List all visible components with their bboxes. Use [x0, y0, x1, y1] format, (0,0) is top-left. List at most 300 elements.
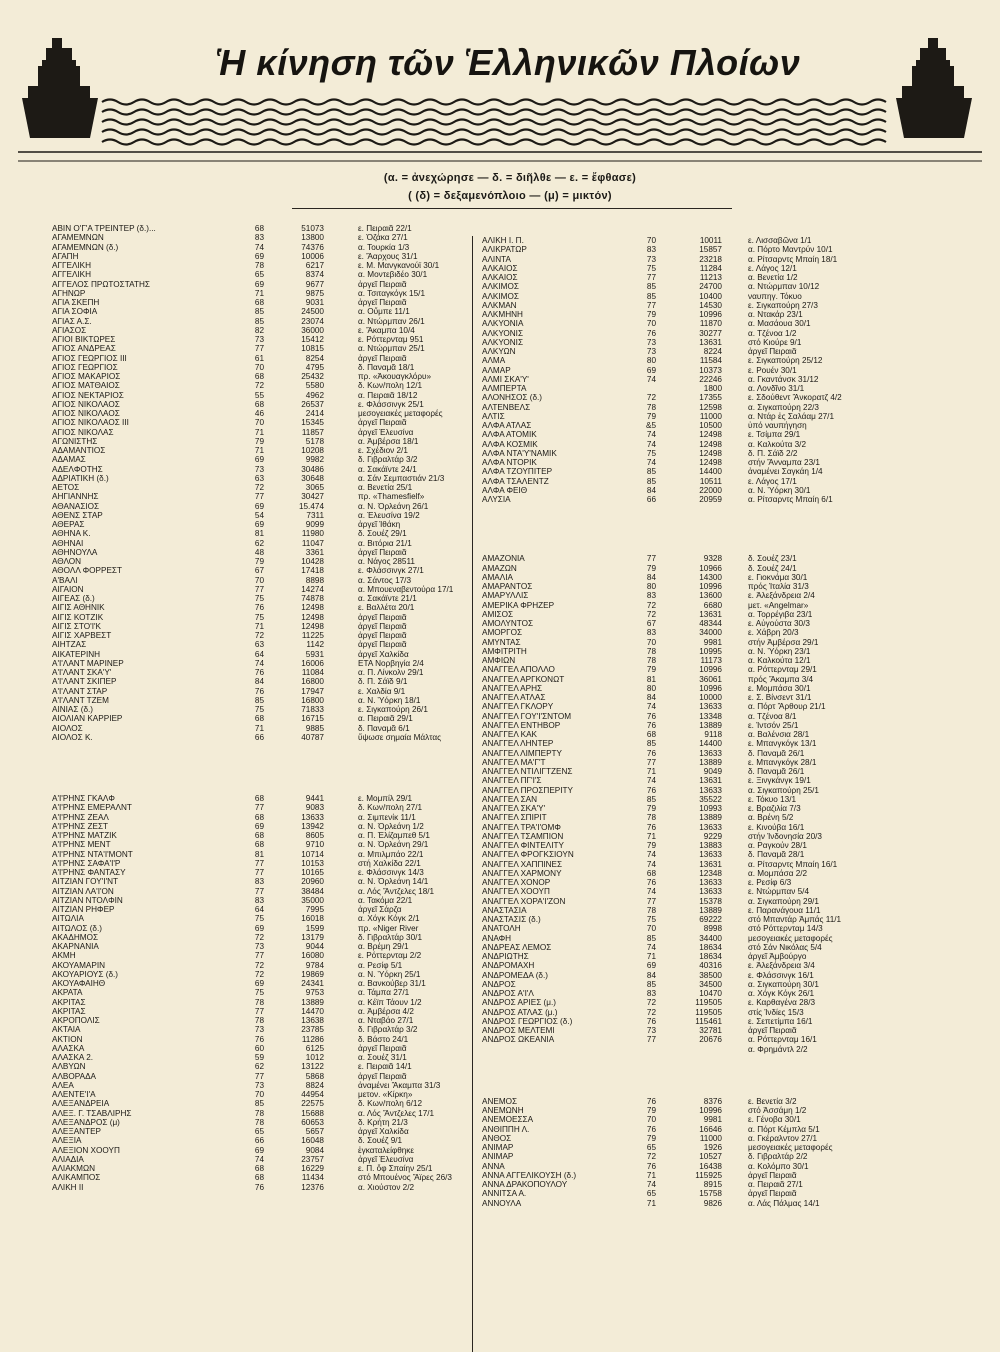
tonnage: 11434	[301, 1173, 324, 1183]
vessel-name: ΑΝΑΓΓΕΛ ΦΡΟΓΚΣΙΟΥΝ	[482, 850, 574, 860]
status: ε. Ρόττερνταμ 2/2	[358, 951, 422, 961]
vessel-row	[482, 601, 952, 610]
vessel-name: ΑΛΒΥΩΝ	[52, 1062, 86, 1072]
vessel-name: ΑΔΑΜΑΝΤΙΟΣ	[52, 446, 106, 455]
vessel-row	[482, 319, 952, 328]
tonnage: 44954	[301, 1090, 324, 1099]
build-year: 76	[646, 878, 656, 887]
build-year: 83	[646, 245, 656, 255]
vessel-name: ΑΙΓΑΙΟΝ	[52, 584, 84, 594]
legend-rule	[292, 208, 732, 209]
vessel-name: ΑΝΔΡΟΣ ΜΕΛΤΕΜΙ	[482, 1026, 555, 1035]
vessel-name: ΑΛΦΑ ΤΣΑΛΕΝΤΖ	[482, 476, 549, 486]
vessel-name: ΑΔΡΙΑΤΙΚΗ (δ.)	[52, 473, 109, 483]
tonnage: 115461	[695, 1016, 722, 1026]
build-year: 85	[254, 316, 264, 326]
vessel-row	[52, 307, 462, 316]
vessel-row	[482, 1171, 952, 1180]
status: ε. Παρανάγουα 11/1	[748, 905, 821, 915]
vessel-name: ΑΛΦΑ ΑΤΟΜΙΚ	[482, 430, 537, 440]
vessel-name: ΑΝΝΑ ΑΓΓΕΛΙΚΟΥΣΗ (δ.)	[482, 1170, 577, 1180]
vessel-row	[52, 905, 462, 914]
build-year: 85	[646, 933, 656, 943]
build-year: 68	[254, 794, 264, 803]
status: ε. Μομπίλ 29/1	[358, 794, 413, 803]
build-year: 78	[254, 997, 264, 1007]
vessel-row	[52, 270, 462, 279]
build-year: 76	[254, 668, 264, 677]
tonnage: 69222	[699, 915, 722, 924]
build-year: 79	[254, 436, 264, 446]
tonnage: 7995	[305, 905, 324, 914]
build-year: 81	[254, 529, 264, 539]
tonnage: 10815	[301, 344, 324, 354]
tonnage: 23785	[301, 1025, 324, 1035]
vessel-name: ΑΚΡΟΠΟΛΙΣ	[52, 1016, 100, 1025]
vessel-name: ΑΝΔΡΟΣ ΩΚΕΑΝΙΑ	[482, 1035, 555, 1045]
build-year: 76	[254, 1034, 264, 1044]
vessel-name: ΑΝΑΓΓΕΛ ΧΟΝΟΡ	[482, 878, 551, 887]
vessel-row	[482, 421, 952, 430]
status: α. Πειραιᾶ 29/1	[358, 714, 413, 724]
build-year: 69	[254, 520, 264, 529]
tonnage: 15688	[301, 1108, 324, 1118]
vessel-row	[52, 1109, 462, 1118]
vessel-row	[482, 860, 952, 869]
build-year: 65	[254, 1127, 264, 1136]
tonnage: 13942	[301, 821, 324, 831]
status: ὕψωσε σημαία Μάλτας	[358, 732, 442, 742]
vessel-name: ΑΛΕΞΑΝΔΡΟΣ (μ)	[52, 1117, 120, 1127]
vessel-name: ΑΙΟΛΟΣ	[52, 723, 83, 733]
tonnage: 19869	[301, 969, 324, 979]
status: ε. Σιγκαπούρη 26/1	[358, 705, 428, 714]
tonnage: 13348	[699, 711, 722, 721]
build-year: 74	[646, 439, 656, 449]
status: α. Σιγκαπούρη 22/3	[748, 402, 819, 412]
vessel-name: ΑΝΑΓΓΕΛ ΣΑΝ	[482, 794, 538, 804]
status: ἀργεῖ Πειραιᾶ	[358, 621, 407, 631]
vessel-row	[52, 1072, 462, 1081]
vessel-name: ΑΛΦΑ ΑΤΛΑΣ	[482, 421, 532, 430]
status: α. Βανκούβερ 31/1	[358, 979, 426, 988]
vessel-name: ΑΝΝΑ	[482, 1161, 505, 1171]
vessel-name: ΑΛΚΜΑΝ	[482, 300, 517, 310]
status: α. Λάς Πάλμας 14/1	[748, 1198, 820, 1208]
build-year: 72	[254, 969, 264, 979]
build-year: 74	[646, 942, 656, 952]
build-year: 74	[646, 430, 656, 440]
build-year: 81	[646, 674, 656, 684]
build-year: 77	[254, 344, 264, 354]
vessel-row	[52, 914, 462, 923]
status: α. Σάν Σεμπαστιάν 21/3	[358, 473, 445, 483]
vessel-row	[482, 1162, 952, 1171]
vessel-name: ΑΛΚΑΙΟΣ	[482, 273, 518, 282]
status: ἀργεῖ Πειραιᾶ	[358, 298, 407, 307]
tonnage: 9099	[305, 520, 324, 529]
status: α. Πόρτο Μαντρύν 10/1	[748, 245, 833, 255]
status: μεσογειακές μεταφορές	[358, 409, 443, 418]
vessel-name: ΑΝΑΓΓΕΛ ΑΤΛΑΣ	[482, 693, 546, 702]
tonnage: 11000	[699, 1133, 722, 1143]
vessel-row	[482, 1008, 952, 1017]
build-year: 69	[254, 501, 264, 511]
vessel-row	[482, 869, 952, 878]
vessel-row	[482, 656, 952, 665]
tonnage: 13633	[301, 812, 324, 822]
vessel-row	[52, 492, 462, 501]
status: α. Ἀμβέρσα 18/1	[358, 436, 419, 446]
vessel-name: ΑΝΑΓΓΕΛ ΝΤΙΛΙΓΤΖΕΝΣ	[482, 767, 573, 776]
vessel-row	[52, 548, 462, 557]
tonnage: 13633	[699, 887, 722, 897]
build-year: 72	[254, 932, 264, 942]
status: α. Βενετία 1/2	[748, 273, 798, 282]
status: α. Σάντος 17/3	[358, 575, 411, 585]
build-year: 77	[646, 757, 656, 767]
vessel-row	[482, 804, 952, 813]
tonnage: 11284	[699, 263, 722, 273]
build-year: 69	[646, 961, 656, 971]
vessel-name: ΑΓΗΝΩΡ	[52, 288, 86, 298]
status: ε. Ἀλεξάνδρεια 2/4	[748, 591, 815, 601]
tonnage: 13631	[699, 609, 722, 619]
status: ε. Ξινγκάνγκ 19/1	[748, 776, 811, 786]
status: ε. Λισσαβῶνα 1/1	[748, 236, 812, 245]
vessel-row	[52, 1127, 462, 1136]
tonnage: 9049	[703, 767, 722, 776]
build-year: 85	[646, 794, 656, 804]
build-year: 69	[254, 979, 264, 988]
vessel-row	[52, 659, 462, 668]
vessel-name: ΑΓΙΟΣ ΜΑΤΘΑΙΟΣ	[52, 381, 120, 391]
status: α. Βιτόρια 21/1	[358, 538, 412, 548]
vessel-row	[482, 1180, 952, 1189]
vessel-row	[52, 705, 462, 714]
tonnage: 15758	[699, 1189, 722, 1199]
status: α. Πειραιᾶ 18/12	[358, 390, 418, 400]
status: α. Τουρκία 1/3	[358, 242, 410, 252]
status: ε. Φλάσσινγκ 25/1	[358, 399, 424, 409]
status: α. Ρεσίφ 5/1	[358, 960, 403, 970]
status: δ. Κων/πολη 12/1	[358, 381, 423, 391]
vessel-row	[482, 591, 952, 600]
vessel-row	[52, 1062, 462, 1071]
vessel-row	[482, 255, 952, 264]
vessel-row	[52, 650, 462, 659]
build-year: 79	[646, 310, 656, 319]
status: δ. Π. Σάϊδ 2/2	[748, 448, 798, 458]
vessel-row	[482, 1199, 952, 1208]
tonnage: 11000	[699, 411, 722, 421]
vessel-row	[52, 1090, 462, 1099]
build-year: 68	[254, 224, 264, 233]
tonnage: 9981	[703, 1115, 722, 1125]
status: ε. Βραζιλία 7/3	[748, 804, 801, 813]
vessel-name: ΑΝΑΓΓΕΛ ΛΙΜΠΕΡΤΥ	[482, 748, 563, 758]
vessel-name: ΑΓΙΟΣ ΓΕΩΡΓΙΟΣ	[52, 362, 118, 372]
vessel-row	[52, 933, 462, 942]
vessel-row	[52, 1035, 462, 1044]
tonnage: 10373	[699, 365, 722, 375]
vessel-row	[52, 896, 462, 905]
build-year: 76	[254, 603, 264, 613]
build-year: 68	[254, 1164, 264, 1173]
vessel-name: ΑΝΑΓΓΕΛ ΕΝΤΗΒΟΡ	[482, 720, 561, 730]
vessel-row	[52, 566, 462, 575]
build-year: 83	[254, 877, 264, 887]
vessel-row	[482, 467, 952, 476]
tonnage: 16080	[301, 951, 324, 961]
tonnage: 23074	[301, 316, 324, 326]
vessel-row	[482, 375, 952, 384]
vessel-name: Α'ΒΑΛΙ	[52, 575, 78, 585]
status: ε. Χάβρη 20/3	[748, 628, 799, 638]
vessel-name: ΑΙΓΙΣ ΧΑΡΒΕΣΤ	[52, 631, 112, 640]
build-year: 66	[646, 495, 656, 504]
vessel-name: ΑΛΕΞΙΑ	[52, 1136, 82, 1146]
tonnage: 119505	[695, 998, 722, 1008]
vessel-row	[52, 298, 462, 307]
vessel-name: ΑΛΤΕΝΒΕΛΣ	[482, 402, 531, 412]
vessel-name: ΑΝΑΓΓΕΛ ΦΙΝΤΕΛΙΤΥ	[482, 841, 564, 850]
tonnage: 9677	[305, 279, 324, 289]
vessel-row	[482, 712, 952, 721]
vessel-name: ΑΜΑΛΙΑ	[482, 572, 513, 582]
vessel-name: ΑΜΙΣΟΣ	[482, 609, 514, 619]
vessel-name: Α'Ι'ΡΗΝΣ ΜΑΤΖΙΚ	[52, 831, 117, 840]
vessel-name: ΑΚΡΙΤΑΣ	[52, 997, 86, 1007]
vessel-name: ΑΛΑΣΚΑ	[52, 1043, 85, 1053]
status: δ. Σουέζ 24/1	[748, 563, 797, 573]
status: α. Ν. Ὀρλεάνη 29/1	[358, 840, 429, 850]
vessel-name: ΑΙΓΕΑΣ (δ.)	[52, 594, 95, 603]
vessel-name: ΑΝΑΓΓΕΛ ΑΠΟΛΛΟ	[482, 665, 555, 675]
build-year: 80	[646, 683, 656, 693]
tonnage: 8374	[305, 270, 324, 280]
tonnage: 3065	[305, 483, 324, 492]
vessel-name: ΑΝΘΙΠΠΗ Λ.	[482, 1124, 530, 1134]
status: ἀργεῖ Πειραιᾶ	[358, 353, 407, 363]
vessel-row	[52, 529, 462, 538]
status: ἀργεῖ Πειραιᾶ	[358, 640, 407, 650]
status: α. Τζένοα 1/2	[748, 328, 797, 338]
vessel-name: ΑΘΗΝΑ Κ.	[52, 529, 91, 539]
vessel-row	[482, 393, 952, 402]
tonnage: 11870	[699, 319, 722, 329]
tonnage: 3361	[305, 547, 324, 557]
tonnage: 10993	[699, 804, 722, 813]
vessel-row	[482, 915, 952, 924]
masthead	[18, 20, 982, 170]
vessel-name: ΑΓΙΟΣ ΑΝΔΡΕΑΣ	[52, 344, 116, 354]
status: α. Κολόμπο 30/1	[748, 1161, 809, 1171]
status: ε. Πειραιᾶ 14/1	[358, 1062, 412, 1072]
build-year: 78	[254, 1117, 264, 1127]
status: ε. Ρουέν 30/1	[748, 365, 797, 375]
build-year: 74	[646, 1180, 656, 1189]
vessel-row	[482, 338, 952, 347]
tonnage: 16048	[301, 1136, 324, 1146]
build-year: 80	[646, 582, 656, 591]
build-year: 68	[254, 298, 264, 307]
tonnage: 10996	[699, 665, 722, 675]
vessel-name: ΑΓΙΑ ΣΟΦΙΑ	[52, 307, 98, 317]
build-year: 74	[646, 887, 656, 897]
status: ἀργεῖ Χαλκίδα	[358, 1127, 409, 1136]
vessel-row	[52, 822, 462, 831]
vessel-name: ΑΝΑΤΟΛΗ	[482, 924, 521, 934]
build-year: 70	[254, 1090, 264, 1099]
vessel-row	[52, 622, 462, 631]
status: α. Ρίτσαρντς Μπαίη 18/1	[748, 254, 838, 264]
status: δ. Κρήτη 21/3	[358, 1117, 408, 1127]
vessel-name: ΑΘΗΝΑΙ	[52, 538, 84, 548]
vessel-row	[482, 366, 952, 375]
build-year: 69	[254, 821, 264, 831]
vessel-row	[52, 603, 462, 612]
tonnage: 30277	[699, 328, 722, 338]
tonnage: 10165	[301, 868, 324, 877]
build-year: 85	[646, 282, 656, 292]
vessel-name: ΑΛΦΑ ΚΟΣΜΙΚ	[482, 439, 538, 449]
tonnage: 1142	[306, 640, 324, 650]
vessel-row	[52, 850, 462, 859]
vessel-row	[482, 495, 952, 504]
vessel-row	[482, 292, 952, 301]
status: α. Μπιλμπάο 22/1	[358, 849, 424, 859]
build-year: 79	[646, 563, 656, 573]
build-year: 84	[646, 572, 656, 582]
build-year: 70	[254, 575, 264, 585]
vessel-name: ΑΝΑΓΓΕΛ ΚΑΚ	[482, 730, 537, 739]
status: ε. Ὀζάκα 27/1	[358, 233, 408, 243]
vessel-row	[52, 326, 462, 335]
build-year: 73	[646, 1026, 656, 1035]
tonnage: 20960	[301, 877, 324, 887]
tonnage: 30427	[301, 492, 324, 502]
build-year: 60	[254, 1043, 264, 1053]
tonnage: 14274	[301, 584, 324, 594]
vessel-row	[52, 1025, 462, 1034]
build-year: 84	[646, 485, 656, 495]
tonnage: 35522	[699, 794, 722, 804]
status: ἀργεῖ Ἀμβούργο	[748, 952, 807, 961]
status: α. Οὔμπε 11/1	[358, 307, 410, 317]
vessel-row	[52, 998, 462, 1007]
tonnage: 5657	[305, 1127, 324, 1136]
status: δ. Βάστο 24/1	[358, 1034, 409, 1044]
tonnage: 9826	[703, 1198, 722, 1208]
build-year: 69	[254, 1145, 264, 1155]
vessel-name: Α'Ι'ΡΗΝΣ ΕΜΕΡΑΛΝΤ	[52, 803, 132, 813]
tonnage: 9784	[305, 960, 324, 970]
vessel-row	[482, 795, 952, 804]
status: ε. Π. ὄφ Σπαίην 25/1	[358, 1164, 433, 1173]
tonnage: 13800	[301, 233, 324, 243]
vessel-row	[52, 557, 462, 566]
status: ἀργεῖ Ἰθάκη	[358, 520, 401, 529]
tonnage: 13633	[699, 850, 722, 860]
right-ship-icon	[896, 38, 972, 138]
status: α. Κέϊπ Τάουν 1/2	[358, 997, 422, 1007]
vessel-row	[482, 647, 952, 656]
vessel-row	[52, 961, 462, 970]
status: μεσογειακές μεταφορές	[748, 1143, 833, 1152]
build-year: 73	[254, 942, 264, 951]
status: ε. Λάγος 17/1	[748, 476, 797, 486]
tonnage: 10527	[699, 1152, 722, 1162]
vessel-name: ΑΝΑΓΓΕΛ ΑΡΗΣ	[482, 683, 543, 693]
vessel-row	[52, 1044, 462, 1053]
vessel-name: ΑΛΤΙΣ	[482, 411, 505, 421]
build-year: 62	[254, 538, 264, 548]
build-year: 68	[646, 730, 656, 739]
vessel-row	[482, 610, 952, 619]
vessel-row	[482, 897, 952, 906]
status: α. Π. Ἐλίζαμπεθ 5/1	[358, 831, 430, 840]
vessel-name: ΑΙΝΙΑΣ (δ.)	[52, 705, 94, 714]
vessel-name: ΑΝΑΓΓΕΛ ΤΡΑ'Ι'ΟΜΦ	[482, 822, 561, 832]
vessel-name: ΑΛΦΑ ΝΤΑ'Υ'ΝΑΜΙΚ	[482, 448, 557, 458]
tonnage: 9441	[305, 794, 324, 803]
status: ε. Βαλλέτα 20/1	[358, 603, 415, 613]
status: α. Νταβάο 27/1	[358, 1016, 414, 1025]
tonnage: 14530	[699, 300, 722, 310]
vessel-name: ΑΓΓΕΛΟΣ ΠΡΩΤΟΣΤΑΤΗΣ	[52, 279, 150, 289]
vessel-name: ΑΛΚΥΟΝΙΣ	[482, 337, 524, 347]
build-year: 65	[254, 270, 264, 280]
vessel-row	[52, 446, 462, 455]
status: α. Τακόμα 22/1	[358, 895, 413, 905]
status: ε. Λάγος 12/1	[748, 263, 797, 273]
status: α. Λονδῖνο 31/1	[748, 384, 805, 393]
vessel-name: ΑΙΟΛΟΣ Κ.	[52, 732, 93, 742]
tonnage: 115925	[695, 1170, 722, 1180]
status: δ. Γιβραλτάρ 3/2	[358, 1025, 418, 1035]
vessel-row	[52, 455, 462, 464]
vessel-name: ΑΛΥΣΙΑ	[482, 495, 511, 504]
vessel-row	[52, 317, 462, 326]
build-year: 72	[646, 998, 656, 1008]
tonnage: 11584	[699, 356, 722, 366]
build-year: 78	[646, 402, 656, 412]
vessel-name: ΑΛΚΜΗΝΗ	[482, 310, 523, 319]
vessel-name: ΑΚΡΑΤΑ	[52, 988, 83, 998]
vessel-row	[52, 613, 462, 622]
status: α. Ρόττερνταμ 16/1	[748, 1035, 817, 1045]
status: α. Βρέμη 29/1	[358, 942, 409, 951]
build-year: 71	[646, 1170, 656, 1180]
vessel-name: ΑΓΙΟΣ ΝΙΚΟΛΑΟΣ	[52, 399, 120, 409]
vessel-row	[52, 951, 462, 960]
tonnage: 12498	[699, 448, 722, 458]
build-year: 75	[254, 594, 264, 603]
vessel-name: Α'Ι'ΡΗΝΣ ΦΑΝΤΑΣΥ	[52, 868, 126, 877]
vessel-row	[482, 850, 952, 859]
build-year: 73	[254, 1080, 264, 1090]
tonnage: 13631	[699, 776, 722, 786]
status: ε. Κινούβα 16/1	[748, 822, 805, 832]
build-year: 77	[254, 1006, 264, 1016]
build-year: 80	[646, 356, 656, 366]
status: ε. Μπανγκόγκ 28/1	[748, 757, 817, 767]
vessel-name: ΑΚΟΥΑΜΑΡΙΝ	[52, 960, 106, 970]
build-year: 72	[646, 1152, 656, 1162]
vessel-name: ΑΛΙΚΗ Ι. Π.	[482, 236, 524, 245]
status: στήν Ἀμβέρσα 29/1	[748, 637, 819, 647]
